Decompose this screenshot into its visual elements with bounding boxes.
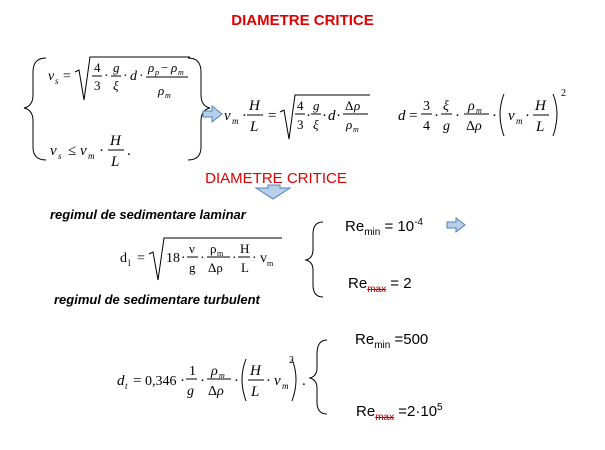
formula-vs: [48, 57, 190, 100]
arrow-down-icon: [256, 185, 290, 199]
svg-text:d: d: [120, 251, 127, 266]
formula-d: [398, 88, 566, 136]
svg-text:.: .: [127, 143, 131, 159]
svg-text:d: d: [117, 373, 125, 389]
svg-text:·: ·: [99, 143, 104, 159]
svg-text:g: g: [187, 384, 194, 399]
svg-text:m: m: [165, 91, 171, 100]
svg-text:=: =: [63, 69, 71, 84]
svg-text:ρ: ρ: [475, 119, 482, 134]
svg-text:≤: ≤: [68, 143, 77, 159]
svg-text:d: d: [398, 108, 406, 124]
svg-text:·: ·: [200, 251, 205, 266]
svg-text:·: ·: [306, 108, 311, 124]
arrow-right-icon: [203, 106, 222, 122]
svg-text:ξ: ξ: [443, 99, 449, 114]
svg-text:v: v: [80, 143, 87, 159]
svg-text:2: 2: [289, 355, 294, 366]
svg-text:t: t: [125, 381, 128, 391]
formula-vm-hl: [224, 95, 370, 139]
turbulent-re-max: $Re_{max} =2\cdot 10^5$: [356, 402, 443, 423]
svg-text:·: ·: [104, 69, 109, 84]
svg-text:m: m: [267, 259, 274, 268]
svg-text:·: ·: [200, 373, 205, 389]
svg-text:3: 3: [94, 78, 101, 93]
svg-text:ρ: ρ: [354, 98, 361, 113]
system-brace-left: [24, 58, 46, 160]
svg-text:v: v: [508, 108, 515, 124]
svg-text:·: ·: [181, 251, 186, 266]
svg-text:·: ·: [242, 108, 247, 124]
section-subtitle: DIAMETRE CRITICE: [205, 170, 347, 187]
svg-text:m: m: [282, 381, 289, 391]
svg-text:L: L: [111, 154, 120, 170]
svg-text:=: =: [137, 251, 145, 266]
svg-text:L: L: [250, 119, 259, 135]
svg-text:g: g: [113, 60, 120, 75]
coef-18: 18: [166, 251, 180, 266]
svg-text:m: m: [476, 106, 482, 115]
svg-text:L: L: [241, 260, 249, 275]
svg-text:ν: ν: [189, 241, 195, 256]
svg-text:4: 4: [423, 119, 430, 134]
svg-text:=: =: [268, 108, 277, 124]
coef-346: 0,346: [145, 374, 177, 389]
svg-text:=: =: [133, 373, 142, 389]
svg-text:−: −: [161, 60, 169, 75]
svg-text:·: ·: [336, 108, 341, 124]
brace-laminar: [306, 222, 323, 297]
svg-text:H: H: [110, 133, 121, 149]
svg-text:4: 4: [297, 98, 304, 113]
svg-text:H: H: [535, 98, 546, 114]
svg-text:d: d: [328, 108, 336, 124]
svg-text:v: v: [274, 373, 281, 389]
page-title: DIAMETRE CRITICE: [231, 12, 374, 29]
formula-dt: [117, 355, 306, 401]
svg-text:ρ: ρ: [468, 99, 475, 114]
svg-text:H: H: [249, 98, 260, 114]
svg-text:ρ: ρ: [210, 241, 217, 256]
svg-text:Δ: Δ: [345, 98, 354, 113]
svg-text:L: L: [536, 119, 545, 135]
svg-text:Δ: Δ: [208, 384, 218, 399]
svg-text:ξ: ξ: [313, 117, 319, 132]
svg-text:.: .: [302, 373, 306, 389]
svg-text:m: m: [178, 68, 184, 77]
svg-text:m: m: [516, 116, 523, 126]
svg-text:·: ·: [123, 69, 128, 84]
svg-text:H: H: [240, 241, 250, 256]
svg-text:1: 1: [189, 364, 196, 379]
formula-vs-inequality: [50, 133, 131, 170]
svg-text:ξ: ξ: [113, 78, 119, 93]
svg-text:·: ·: [232, 251, 237, 266]
svg-text:·: ·: [234, 373, 239, 389]
formula-dl: [120, 238, 282, 280]
svg-text:v: v: [224, 108, 231, 124]
svg-text:3: 3: [423, 99, 430, 114]
svg-text:g: g: [189, 260, 196, 275]
svg-text:·: ·: [322, 108, 327, 124]
svg-text:·: ·: [525, 108, 530, 124]
svg-text:2: 2: [561, 88, 566, 99]
svg-text:3: 3: [297, 117, 304, 132]
svg-text:m: m: [88, 151, 95, 161]
svg-text:s: s: [58, 151, 62, 161]
svg-text:m: m: [217, 249, 224, 258]
laminar-heading: regimul de sedimentare laminar: [50, 207, 246, 222]
brace-turbulent: [310, 340, 327, 414]
svg-text:·: ·: [252, 251, 257, 266]
svg-text:ρ: ρ: [158, 83, 165, 98]
svg-text:v: v: [50, 143, 57, 159]
svg-text:·: ·: [434, 108, 439, 124]
svg-text:ρ: ρ: [346, 117, 353, 132]
svg-text:m: m: [219, 371, 225, 380]
svg-text:v: v: [260, 251, 267, 266]
svg-text:·: ·: [180, 373, 185, 389]
svg-text:·: ·: [492, 108, 497, 124]
system-brace-right: [188, 58, 210, 160]
laminar-re-min: $Re_{min} = 10^{-4}$: [345, 217, 423, 238]
svg-text:g: g: [443, 119, 450, 134]
svg-text:d: d: [130, 69, 137, 84]
arrow-right-laminar-icon: [447, 218, 465, 232]
svg-text:=: =: [409, 108, 418, 124]
svg-text:·: ·: [139, 69, 144, 84]
svg-text:4: 4: [94, 60, 101, 75]
svg-text:ρ: ρ: [211, 364, 218, 379]
svg-text:g: g: [313, 98, 320, 113]
turbulent-re-min: $Re_{min} =500$: [355, 331, 429, 351]
svg-text:L: L: [251, 384, 260, 400]
svg-text:H: H: [250, 363, 261, 379]
svg-text:Δ: Δ: [466, 119, 476, 134]
svg-text:Δρ: Δρ: [208, 260, 223, 275]
svg-text:ρ: ρ: [171, 60, 178, 75]
svg-text:ρ: ρ: [217, 384, 224, 399]
svg-text:l: l: [128, 258, 131, 268]
svg-text:m: m: [232, 116, 239, 126]
laminar-re-max: $Re_{max} = 2$: [348, 275, 412, 295]
svg-text:p: p: [155, 68, 159, 77]
svg-text:s: s: [55, 76, 59, 86]
svg-text:v: v: [48, 69, 55, 84]
svg-text:·: ·: [266, 373, 271, 389]
svg-text:m: m: [353, 125, 359, 134]
turbulent-heading: regimul de sedimentare turbulent: [54, 292, 260, 307]
svg-text:·: ·: [455, 108, 460, 124]
svg-text:ρ: ρ: [148, 60, 155, 75]
